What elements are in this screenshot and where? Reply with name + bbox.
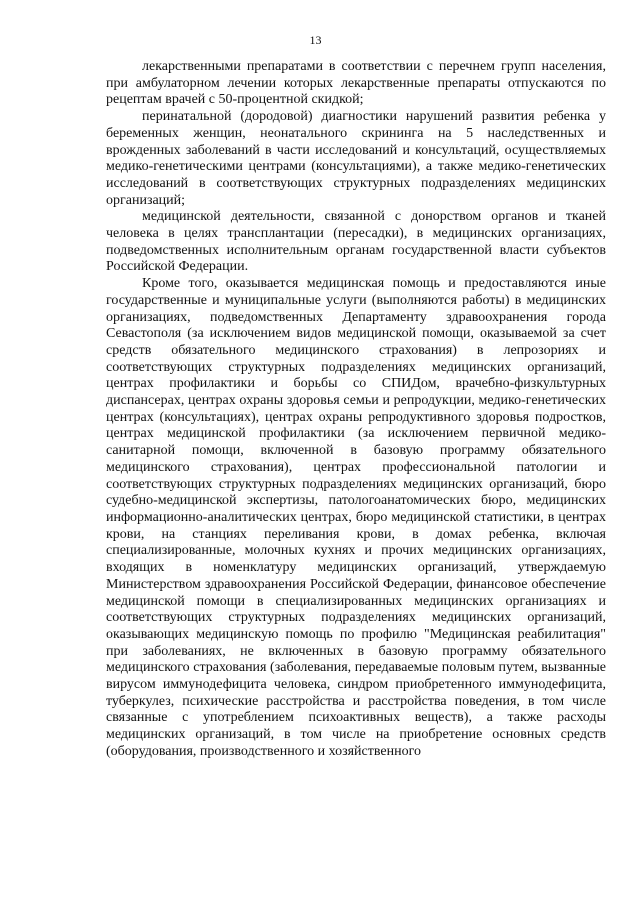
paragraph-2: перинатальной (дородовой) диагностики нарушений развития ребенка у беременных женщин, неонатального скрининга на 5 наследственных и врожденных заболеваний в части исследований и консультаций, осуществляемых медико-генетическими центрами (консультациями), а также медико-генетических исследований в соответствующих структурных подразделениях медицинских организаций;: [106, 109, 606, 208]
page-number: 13: [309, 33, 322, 47]
paragraph-3: медицинской деятельности, связанной с донорством органов и тканей человека в целях трансплантации (пересадки), в медицинских организациях, подведомственных исполнительным органам государственной власти субъектов Российской Федерации.: [106, 209, 606, 275]
document-body: [106, 59, 606, 761]
paragraph-1: лекарственными препаратами в соответствии с перечнем групп населения, при амбулаторном лечении которых лекарственные препараты отпускаются по рецептам врачей с 50-процентной скидкой;: [106, 59, 606, 108]
paragraph-4: Кроме того, оказывается медицинская помощь и предоставляются иные государственные и муниципальные услуги (выполняются работы) в медицинских организациях, подведомственных Департаменту здравоохранения города Севастополя (за исключением видов медицинской помощи, оказываемой за счет средств обязательного медицинского страхования) в лепрозориях и соответствующих структурных подразделениях медицинских организаций, центрах профилактики и борьбы со СПИДом, врачебно-физкультурных диспансерах, центрах охраны здоровья семьи и репродукции, медико-генетических центрах (консультациях), центрах охраны репродуктивного здоровья подростков, центрах медицинской профилактики (за исключением первичной медико-санитарной помощи, включенной в базовую программу обязательного медицинского страхования), центрах профессиональной патологии и соответствующих структурных подразделениях медицинских организаций, бюро судебно-медицинской экспертизы, патологоанатомических бюро, медицинских информационно-аналитических центрах, бюро медицинской статистики, в центрах крови, на станциях переливания крови, в домах ребенка, включая специализированные, молочных кухнях и прочих медицинских организациях, входящих в номенклатуру медицинских организаций, утверждаемую Министерством здравоохранения Российской Федерации, финансовое обеспечение медицинской помощи в специализированных медицинских организациях и соответствующих структурных подразделениях медицинских организаций, оказывающих медицинскую помощь по профилю "Медицинская реабилитация" при заболеваниях, не включенных в базовую программу обязательного медицинского страхования (заболевания, передаваемые половым путем, вызванные вирусом иммунодефицита человека, синдром приобретенного иммунодефицита, туберкулез, психические расстройства и расстройства поведения, в том числе связанные с употреблением психоактивных веществ), а также расходы медицинских организаций, в том числе на приобретение основных средств (оборудования, производственного и хозяйственного: [106, 276, 606, 759]
